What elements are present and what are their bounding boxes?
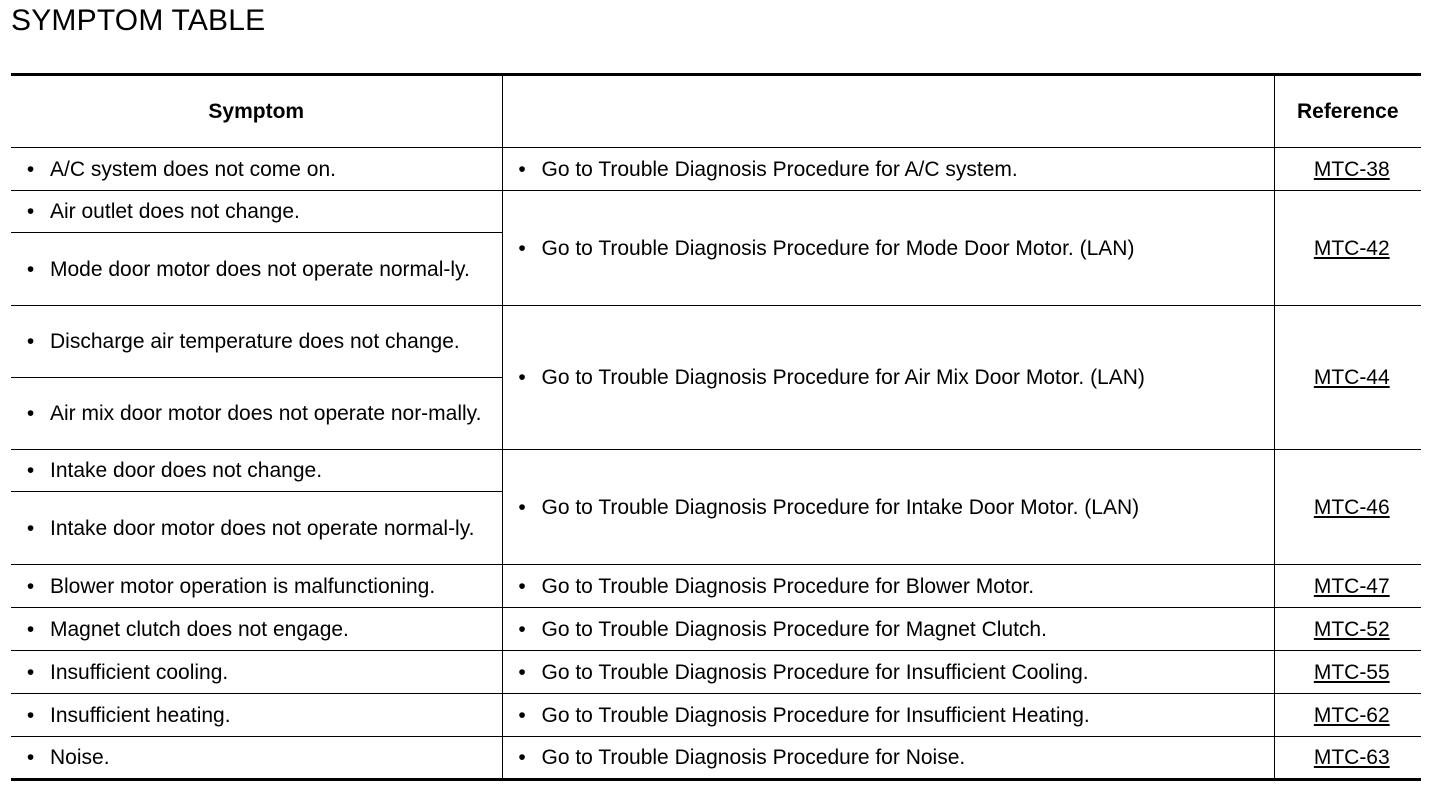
bullet: •	[518, 660, 526, 684]
diagnosis-cell	[502, 737, 1274, 780]
bullet: •	[26, 330, 35, 353]
symptom-text: Noise.	[50, 746, 110, 769]
symptom-cell	[11, 378, 502, 450]
bullet: •	[26, 459, 35, 482]
diagnosis-text: Go to Trouble Diagnosis Procedure for Blower Motor.	[541, 574, 1035, 598]
diagnosis-cell	[502, 651, 1274, 694]
bullet: •	[518, 703, 526, 727]
diagnosis-text: Go to Trouble Diagnosis Procedure for Insufficient Cooling.	[541, 660, 1089, 684]
symptom-cell	[11, 608, 502, 651]
page-title: SYMPTOM TABLE	[11, 4, 266, 37]
diagnosis-text: Go to Trouble Diagnosis Procedure for Air Mix Door Motor. (LAN)	[541, 366, 1145, 389]
table-header-row	[11, 75, 1421, 148]
table-row	[11, 450, 1421, 492]
symptom-cell	[11, 565, 502, 608]
reference-link[interactable]: MTC-42	[1313, 236, 1390, 260]
diagnosis-cell	[502, 191, 1274, 306]
diagnosis-cell	[502, 450, 1274, 565]
table-row	[11, 694, 1421, 737]
bullet: •	[26, 257, 35, 281]
diagnosis-column-header	[502, 75, 1274, 148]
table-row	[11, 306, 1421, 378]
bullet: •	[518, 495, 526, 519]
reference-cell	[1274, 694, 1421, 737]
symptom-cell	[11, 306, 502, 378]
diagnosis-text: Go to Trouble Diagnosis Procedure for Insufficient Heating.	[541, 703, 1090, 727]
symptom-cell	[11, 233, 502, 306]
bullet: •	[26, 200, 35, 223]
reference-cell	[1274, 191, 1421, 306]
symptom-text: Intake door motor does not operate normal-ly.	[50, 516, 475, 540]
symptom-text: Insufficient heating.	[50, 703, 231, 727]
reference-cell	[1274, 737, 1421, 780]
bullet: •	[26, 157, 35, 181]
symptom-text: Discharge air temperature does not change.	[50, 330, 460, 353]
symptom-table	[11, 73, 1421, 781]
table-row	[11, 191, 1421, 233]
reference-link[interactable]: MTC-47	[1313, 574, 1390, 598]
bullet: •	[518, 574, 526, 598]
table-row	[11, 737, 1421, 780]
symptom-cell	[11, 148, 502, 191]
bullet: •	[26, 574, 35, 598]
diagnosis-text: Go to Trouble Diagnosis Procedure for Magnet Clutch.	[541, 617, 1047, 641]
bullet: •	[26, 402, 35, 425]
bullet: •	[26, 660, 35, 684]
bullet: •	[26, 703, 35, 727]
reference-link[interactable]: MTC-52	[1313, 617, 1390, 641]
diagnosis-text: Go to Trouble Diagnosis Procedure for Intake Door Motor. (LAN)	[541, 495, 1140, 519]
reference-cell	[1274, 306, 1421, 450]
symptom-text: Insufficient cooling.	[50, 660, 229, 684]
symptom-cell	[11, 191, 502, 233]
bullet: •	[26, 746, 35, 769]
reference-cell	[1274, 651, 1421, 694]
symptom-cell	[11, 651, 502, 694]
diagnosis-cell	[502, 608, 1274, 651]
reference-column-header: Reference	[1274, 75, 1421, 148]
reference-cell	[1274, 450, 1421, 565]
reference-link[interactable]: MTC-62	[1313, 703, 1390, 727]
symptom-text: Blower motor operation is malfunctioning.	[50, 574, 436, 598]
bullet: •	[518, 366, 526, 389]
diagnosis-cell	[502, 148, 1274, 191]
reference-link[interactable]: MTC-46	[1313, 495, 1390, 519]
symptom-cell	[11, 492, 502, 565]
symptom-cell	[11, 694, 502, 737]
table-row	[11, 148, 1421, 191]
diagnosis-text: Go to Trouble Diagnosis Procedure for Mode Door Motor. (LAN)	[541, 236, 1135, 260]
diagnosis-text: Go to Trouble Diagnosis Procedure for Noise.	[541, 746, 966, 769]
bullet: •	[26, 617, 35, 641]
diagnosis-text: Go to Trouble Diagnosis Procedure for A/C system.	[541, 157, 1018, 181]
reference-link[interactable]: MTC-38	[1313, 157, 1390, 181]
symptom-cell	[11, 450, 502, 492]
symptom-text: Mode door motor does not operate normal-ly.	[50, 257, 470, 281]
bullet: •	[518, 236, 526, 260]
diagnosis-cell	[502, 694, 1274, 737]
reference-cell	[1274, 148, 1421, 191]
reference-cell	[1274, 608, 1421, 651]
symptom-text: Magnet clutch does not engage.	[50, 617, 349, 641]
symptom-text: A/C system does not come on.	[50, 157, 336, 181]
bullet: •	[518, 617, 526, 641]
symptom-cell	[11, 737, 502, 780]
reference-cell	[1274, 565, 1421, 608]
bullet: •	[26, 516, 35, 540]
table-row	[11, 565, 1421, 608]
reference-link[interactable]: MTC-63	[1313, 746, 1390, 769]
symptom-column-header: Symptom	[11, 75, 502, 148]
table-row	[11, 651, 1421, 694]
table-row	[11, 608, 1421, 651]
bullet: •	[518, 746, 526, 769]
reference-link[interactable]: MTC-55	[1313, 660, 1390, 684]
symptom-text: Air mix door motor does not operate nor-mally.	[50, 402, 482, 425]
symptom-text: Air outlet does not change.	[50, 200, 300, 223]
bullet: •	[518, 157, 526, 181]
diagnosis-cell	[502, 306, 1274, 450]
reference-link[interactable]: MTC-44	[1313, 366, 1390, 389]
symptom-text: Intake door does not change.	[50, 459, 323, 482]
diagnosis-cell	[502, 565, 1274, 608]
